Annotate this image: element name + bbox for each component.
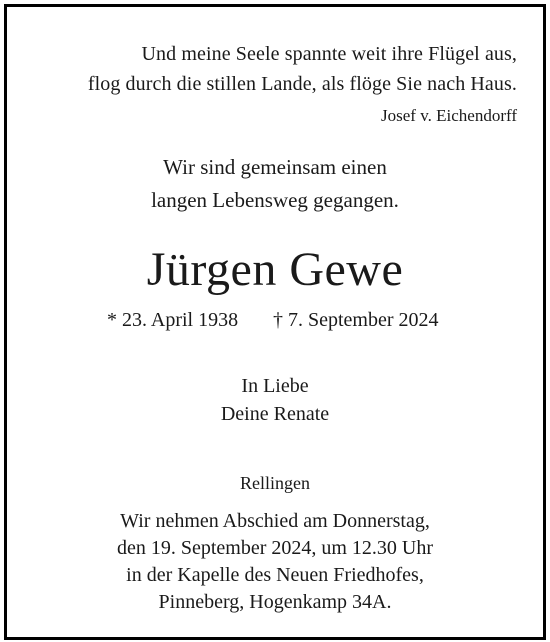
quote-author: Josef v. Eichendorff [381,106,517,125]
service-line-4: Pinneberg, Hogenkamp 34A. [158,591,392,613]
service-line-1: Wir nehmen Abschied am Donnerstag, [120,510,430,532]
obituary-notice [4,4,546,640]
death-date: † 7. September 2024 [273,309,439,331]
intro-line-1: Wir sind gemeinsam einen [163,155,387,179]
signature-line-2: Deine Renate [220,403,330,425]
quote-line-1: Und meine Seele spannte weit ihre Flügel aus, [141,43,517,65]
service-line-3: in der Kapelle des Neuen Friedhofes, [126,564,424,586]
deceased-name: Jürgen Gewe [146,243,404,296]
service-line-2: den 19. September 2024, um 12.30 Uhr [116,537,434,559]
place-name: Rellingen [240,473,310,493]
signature-line-1: In Liebe [241,375,309,397]
quote-line-2: flog durch die stillen Lande, als flöge Sie nach Haus. [87,73,517,95]
intro-line-2: langen Lebensweg gegangen. [151,188,399,212]
birth-date: * 23. April 1938 [107,309,239,331]
